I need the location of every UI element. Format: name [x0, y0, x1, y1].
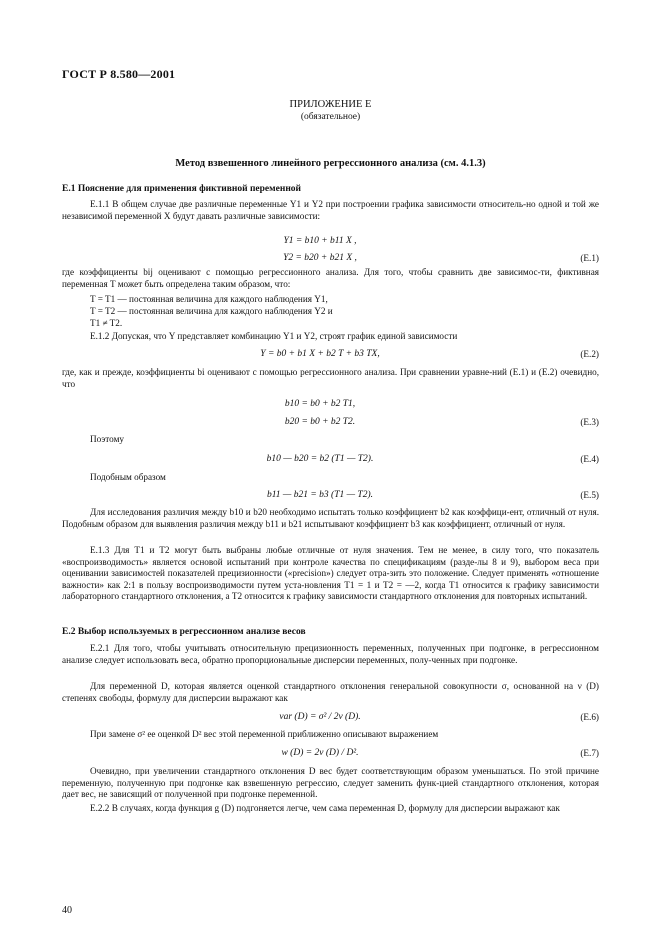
- equation-number-e7: (Е.7): [580, 748, 599, 758]
- paragraph-obviously: Очевидно, при увеличении стандартного отклонения D вес будет соответствующим образом уменьшаться. По этой причине переменную, полученную при подгонке как взвешенную регрессию, следует заменить функ-цией стандартного отклонения, которая дает вес, не зависящий от полученной при подгонке переменной.: [62, 766, 599, 800]
- paragraph-d-variance: Для переменной D, которая является оценкой стандартного отклонения генеральной совокупности σ, основанной на ν (D) степенях свободы, формулу для дисперсии выражают как: [62, 681, 599, 703]
- paragraph-e21: Е.2.1 Для того, чтобы учитывать относительную прецизионность переменных, полученных при подгонке, в регрессионном анализе следует использовать веса, обратно пропорциональные дисперсии переменных, полу-ченных при подгонке.: [62, 643, 599, 665]
- appendix-name: ПРИЛОЖЕНИЕ Е: [289, 99, 372, 110]
- document-title: Метод взвешенного линейного регрессионного анализа (см. 4.1.3): [175, 158, 486, 169]
- equation-e3b: b20 = b0 + b2 T2.: [284, 417, 356, 427]
- equation-e1a: Y1 = b10 + b11 X ,: [283, 236, 357, 246]
- t-line-3: T1 ≠ T2.: [90, 318, 123, 328]
- label-therefore: Поэтому: [90, 434, 125, 444]
- label-similarly: Подобным образом: [90, 472, 166, 482]
- paragraph-replace: При замене σ² ее оценкой D² вес этой переменной приближенно описывают выражением: [90, 729, 439, 739]
- paragraph-after-e1: где коэффициенты bij оценивают с помощью регрессионного анализа. Для того, чтобы сравнить две зависимос-ти, фиктивная переменная T может быть определена таким образом, что:: [62, 267, 599, 289]
- standard-header: ГОСТ Р 8.580—2001: [62, 67, 176, 81]
- t-line-1: T = T1 — постоянная величина для каждого наблюдения Y1,: [90, 294, 328, 304]
- equation-number-e3: (Е.3): [580, 417, 599, 427]
- equation-number-e1: (Е.1): [580, 253, 599, 263]
- equation-e5: b11 — b21 = b3 (T1 — T2).: [267, 490, 373, 500]
- section-e2-title: Е.2 Выбор используемых в регрессионном анализе весов: [62, 627, 306, 637]
- section-e1-title: Е.1 Пояснение для применения фиктивной переменной: [62, 184, 302, 194]
- equation-e2: Y = b0 + b1 X + b2 T + b3 TX,: [260, 349, 380, 359]
- paragraph-e12: Е.1.2 Допуская, что Y представляет комбинацию Y1 и Y2, строят график единой зависимости: [90, 331, 458, 341]
- equation-number-e4: (Е.4): [580, 454, 599, 464]
- equation-number-e5: (Е.5): [580, 490, 599, 500]
- paragraph-after-e2: где, как и прежде, коэффициенты bi оценивают с помощью регрессионного анализа. При сравнении уравне-ний (Е.1) и (Е.2) очевидно, что: [62, 367, 599, 389]
- page-number: 40: [62, 905, 72, 916]
- equation-e6: var (D) = σ² / 2ν (D).: [279, 712, 361, 722]
- equation-e4: b10 — b20 = b2 (T1 — T2).: [266, 454, 374, 464]
- equation-number-e2: (Е.2): [580, 349, 599, 359]
- equation-e7: w (D) = 2ν (D) / D².: [281, 748, 359, 758]
- t-line-2: T = T2 — постоянная величина для каждого наблюдения Y2 и: [90, 306, 333, 316]
- paragraph-e13: Е.1.3 Для T1 и T2 могут быть выбраны любые отличные от нуля значения. Тем не менее, в силу того, что показатель «воспроизводимость» является основой испытаний при контроле качества по спецификациям (разде-лы 8 и 9), выбором веса при оценивании зависимостей показателей прецизионности («precision») следует отра-зить это положение. Следует применять «отношение важности» как 2:1 в пользу воспроизводимости путем уста-новления T1 = 1 и T2 = —2, когда T1 относится к графику зависимости лабораторного стандартного отклонения, а T2 относится к графику зависимости стандартного отклонения для повторных испытаний.: [62, 545, 599, 602]
- appendix-status: (обязательное): [300, 112, 361, 122]
- paragraph-e22: Е.2.2 В случаях, когда функция g (D) подгоняется легче, чем сама переменная D, формулу для дисперсии выражают как: [90, 803, 560, 813]
- paragraph-diff-study: Для исследования различия между b10 и b20 необходимо испытать только коэффициент b2 как коэффици-ент, отличный от нуля. Подобным образом для выявления различия между b11 и b21 испытывают коэффициент b3 как коэффициент, отличный от нуля.: [62, 507, 599, 529]
- paragraph-e11: Е.1.1 В общем случае две различные переменные Y1 и Y2 при построении графика зависимости относитель-но одной и той же независимой переменной X будут давать различные зависимости:: [62, 199, 599, 221]
- equation-e1b: Y2 = b20 + b21 X ,: [283, 253, 357, 263]
- equation-number-e6: (Е.6): [580, 712, 599, 722]
- equation-e3a: b10 = b0 + b2 T1,: [284, 399, 356, 409]
